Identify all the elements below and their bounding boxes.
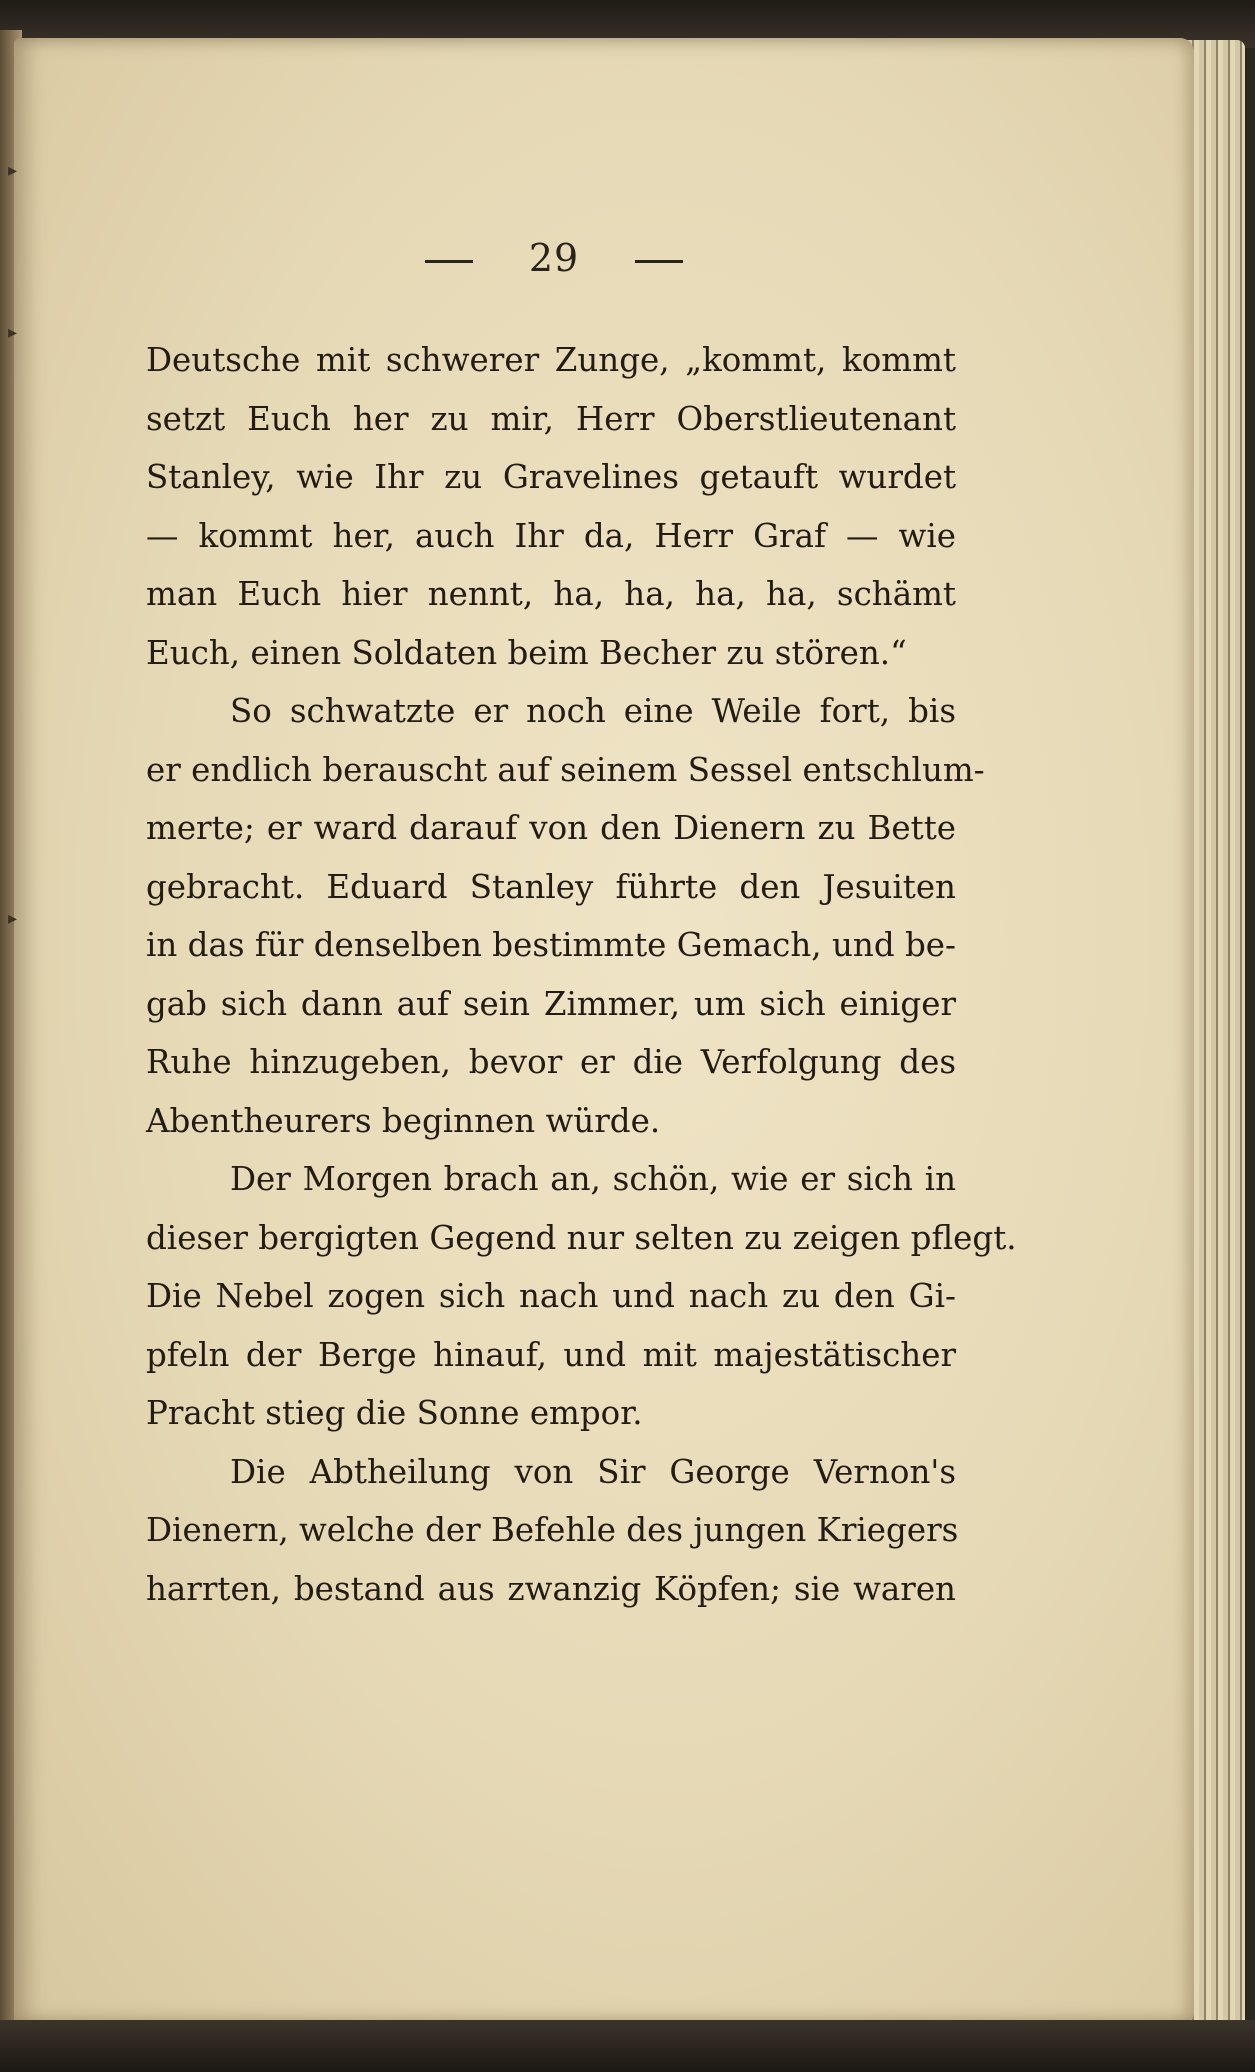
text-line: So schwatzte er noch eine Weile fort, bis xyxy=(230,692,956,730)
book-page xyxy=(14,38,1194,2023)
text-line: Pracht stieg die Sonne empor. xyxy=(146,1394,643,1432)
text-line: er endlich berauscht auf seinem Sessel entschlum- xyxy=(146,750,985,789)
text-line: Stanley, wie Ihr zu Gravelines getauft wurdet xyxy=(146,458,956,496)
text-line: gebracht. Eduard Stanley führte den Jesuiten xyxy=(146,867,956,906)
page-header xyxy=(14,236,1094,280)
text-line: in das für denselben bestimmte Gemach, und be- xyxy=(146,926,956,964)
text-line: Deutsche mit schwerer Zunge, „kommt, kommt xyxy=(146,341,956,379)
text-line: Dienern, welche der Befehle des jungen Kriegers xyxy=(146,1511,959,1549)
text-line: gab sich dann auf sein Zimmer, um sich einiger xyxy=(146,984,956,1023)
text-line: Die Nebel zogen sich nach und nach zu den Gi- xyxy=(146,1277,956,1315)
page-body-text xyxy=(146,331,1017,1618)
header-dash-right xyxy=(635,260,683,263)
text-line: merte; er ward darauf von den Dienern zu Bette xyxy=(146,809,956,847)
text-line: Euch, einen Soldaten beim Becher zu stören.“ xyxy=(146,633,907,672)
margin-tick-mark: ▸ xyxy=(8,322,18,343)
scan-bottom-edge xyxy=(0,2020,1255,2072)
page-number: 29 xyxy=(528,236,580,280)
text-line: Die Abtheilung von Sir George Vernon's xyxy=(230,1452,956,1491)
text-line: pfeln der Berge hinauf, und mit majestätischer xyxy=(146,1335,956,1374)
text-line: Ruhe hinzugeben, bevor er die Verfolgung des xyxy=(146,1043,956,1081)
text-line: setzt Euch her zu mir, Herr Oberstlieutenant xyxy=(146,399,956,438)
text-line: — kommt her, auch Ihr da, Herr Graf — wie xyxy=(146,516,956,555)
text-line: man Euch hier nennt, ha, ha, ha, ha, schämt xyxy=(146,575,956,613)
text-line: harrten, bestand aus zwanzig Köpfen; sie waren xyxy=(146,1569,956,1608)
header-dash-left xyxy=(425,260,473,263)
text-line: Der Morgen brach an, schön, wie er sich in xyxy=(230,1160,956,1198)
margin-tick-mark: ▸ xyxy=(8,160,18,181)
text-line: Abentheurers beginnen würde. xyxy=(146,1101,661,1140)
text-line: dieser bergigten Gegend nur selten zu zeigen pflegt. xyxy=(146,1218,1017,1257)
margin-tick-mark: ▸ xyxy=(8,908,18,929)
